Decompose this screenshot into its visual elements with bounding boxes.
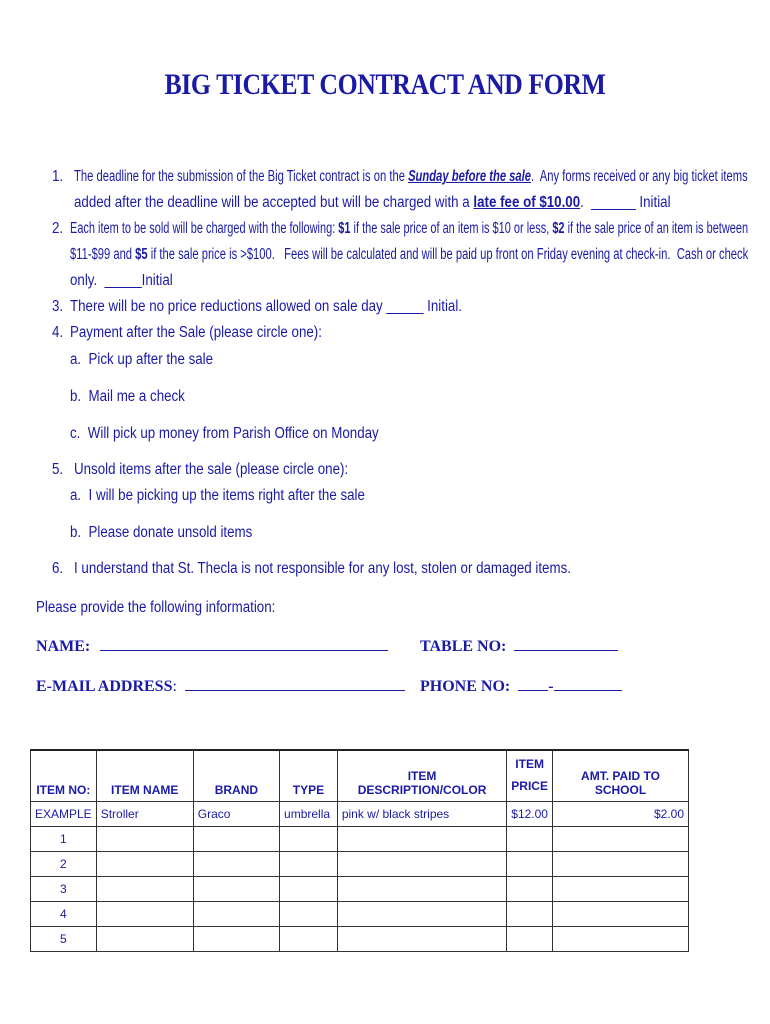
list-item [52, 294, 63, 320]
table-row-example [31, 802, 689, 827]
table-row [31, 877, 689, 902]
info-prompt: Please provide the following information: [36, 599, 276, 616]
price-cell[interactable] [507, 852, 553, 877]
item-name-cell[interactable] [96, 902, 193, 927]
list-item-text: There will be no price reductions allowed on sale day _____ Initial. [70, 298, 462, 315]
item-number: 4. [52, 324, 64, 341]
name-field-row [36, 636, 388, 656]
brand-cell[interactable] [193, 852, 279, 877]
type-cell[interactable] [280, 827, 338, 852]
list-item-text: Each item to be sold will be charged with the following: $1 if the sale price of an item is $10 or less, $2 if the sale price of an item is between [70, 220, 749, 237]
list-item-text: Payment after the Sale (please circle one): [70, 324, 322, 341]
col-item-no: ITEM NO: [31, 750, 97, 802]
option-a[interactable]: a. Pick up after the sale [70, 351, 214, 368]
item-number: 1. [52, 168, 64, 185]
brand-cell[interactable] [193, 877, 279, 902]
deadline-emphasis: Sunday before the sale [408, 168, 532, 185]
table-header-row [31, 750, 689, 802]
list-item-text: $11-$99 and $5 if the sale price is >$100. Fees will be calculated and will be paid up front on Friday evening at check-in. Cash or check [70, 246, 749, 263]
table-no-field[interactable] [514, 636, 618, 651]
table-row [31, 902, 689, 927]
list-item-text: I understand that St. Thecla is not responsible for any lost, stolen or damaged items. [74, 560, 571, 577]
row-item-no: 1 [31, 827, 97, 852]
list-item-text: only. _____Initial [70, 272, 173, 289]
amt-paid-cell[interactable] [552, 927, 688, 952]
example-item-name: Stroller [96, 802, 193, 827]
option-b[interactable]: b. Please donate unsold items [70, 524, 253, 541]
col-brand: BRAND [193, 750, 279, 802]
row-item-no: 5 [31, 927, 97, 952]
list-item [52, 556, 63, 582]
list-item [52, 216, 63, 242]
list-item-text: The deadline for the submission of the Big Ticket contract is on the Sunday before the sale. Any forms received or any big ticket items [74, 168, 748, 185]
email-field-row: E-MAIL ADDRESS: [36, 676, 405, 696]
description-cell[interactable] [337, 877, 506, 902]
item-number: 6. [52, 560, 64, 577]
table-row [31, 927, 689, 952]
description-cell[interactable] [337, 927, 506, 952]
name-field[interactable] [100, 636, 388, 651]
row-item-no: 3 [31, 877, 97, 902]
page-title: BIG TICKET CONTRACT AND FORM [164, 68, 606, 101]
example-brand: Graco [193, 802, 279, 827]
row-item-no: 2 [31, 852, 97, 877]
list-item [52, 164, 63, 190]
price-cell[interactable] [507, 827, 553, 852]
list-item [52, 320, 63, 346]
table-no-field-row [420, 636, 618, 656]
type-cell[interactable] [280, 877, 338, 902]
table-no-label: TABLE NO: [420, 638, 507, 655]
description-cell[interactable] [337, 852, 506, 877]
name-label: NAME: [36, 638, 91, 655]
price-cell[interactable] [507, 927, 553, 952]
price-cell[interactable] [507, 877, 553, 902]
list-item-text: added after the deadline will be accepted but will be charged with a late fee of $10.00. ______ Initial [74, 194, 671, 211]
description-cell[interactable] [337, 902, 506, 927]
example-type: umbrella [280, 802, 338, 827]
option-b[interactable]: b. Mail me a check [70, 388, 185, 405]
phone-field-row: PHONE NO: - [420, 676, 622, 696]
example-description: pink w/ black stripes [337, 802, 506, 827]
item-number: 5. [52, 461, 64, 478]
items-table [30, 749, 689, 952]
amt-paid-cell[interactable] [552, 852, 688, 877]
item-name-cell[interactable] [96, 927, 193, 952]
item-name-cell[interactable] [96, 827, 193, 852]
brand-cell[interactable] [193, 827, 279, 852]
option-a[interactable]: a. I will be picking up the items right after the sale [70, 487, 365, 504]
example-price: $12.00 [507, 802, 553, 827]
email-field[interactable] [185, 676, 405, 691]
late-fee-emphasis: late fee of $10.00 [473, 194, 581, 211]
row-item-no: 4 [31, 902, 97, 927]
amt-paid-cell[interactable] [552, 902, 688, 927]
amt-paid-cell[interactable] [552, 827, 688, 852]
col-type: TYPE [280, 750, 338, 802]
example-item-no: EXAMPLE [31, 802, 97, 827]
example-amt-paid: $2.00 [552, 802, 688, 827]
phone-number-field[interactable] [554, 676, 622, 691]
brand-cell[interactable] [193, 927, 279, 952]
table-row [31, 827, 689, 852]
phone-label: PHONE NO: [420, 678, 511, 695]
item-name-cell[interactable] [96, 877, 193, 902]
item-number: 3. [52, 298, 64, 315]
phone-area-code-field[interactable] [518, 676, 548, 691]
type-cell[interactable] [280, 902, 338, 927]
brand-cell[interactable] [193, 902, 279, 927]
col-description: ITEM DESCRIPTION/COLOR [337, 750, 506, 802]
option-c[interactable]: c. Will pick up money from Parish Office on Monday [70, 425, 379, 442]
item-number: 2. [52, 220, 64, 237]
list-item [52, 457, 63, 483]
col-item-name: ITEM NAME [96, 750, 193, 802]
item-name-cell[interactable] [96, 852, 193, 877]
table-row [31, 852, 689, 877]
description-cell[interactable] [337, 827, 506, 852]
type-cell[interactable] [280, 927, 338, 952]
email-label: E-MAIL ADDRESS [36, 678, 173, 695]
price-cell[interactable] [507, 902, 553, 927]
col-amt-paid: AMT. PAID TO SCHOOL [552, 750, 688, 802]
amt-paid-cell[interactable] [552, 877, 688, 902]
list-item-text: Unsold items after the sale (please circle one): [74, 461, 349, 478]
type-cell[interactable] [280, 852, 338, 877]
col-item-price: ITEM PRICE [507, 750, 553, 802]
